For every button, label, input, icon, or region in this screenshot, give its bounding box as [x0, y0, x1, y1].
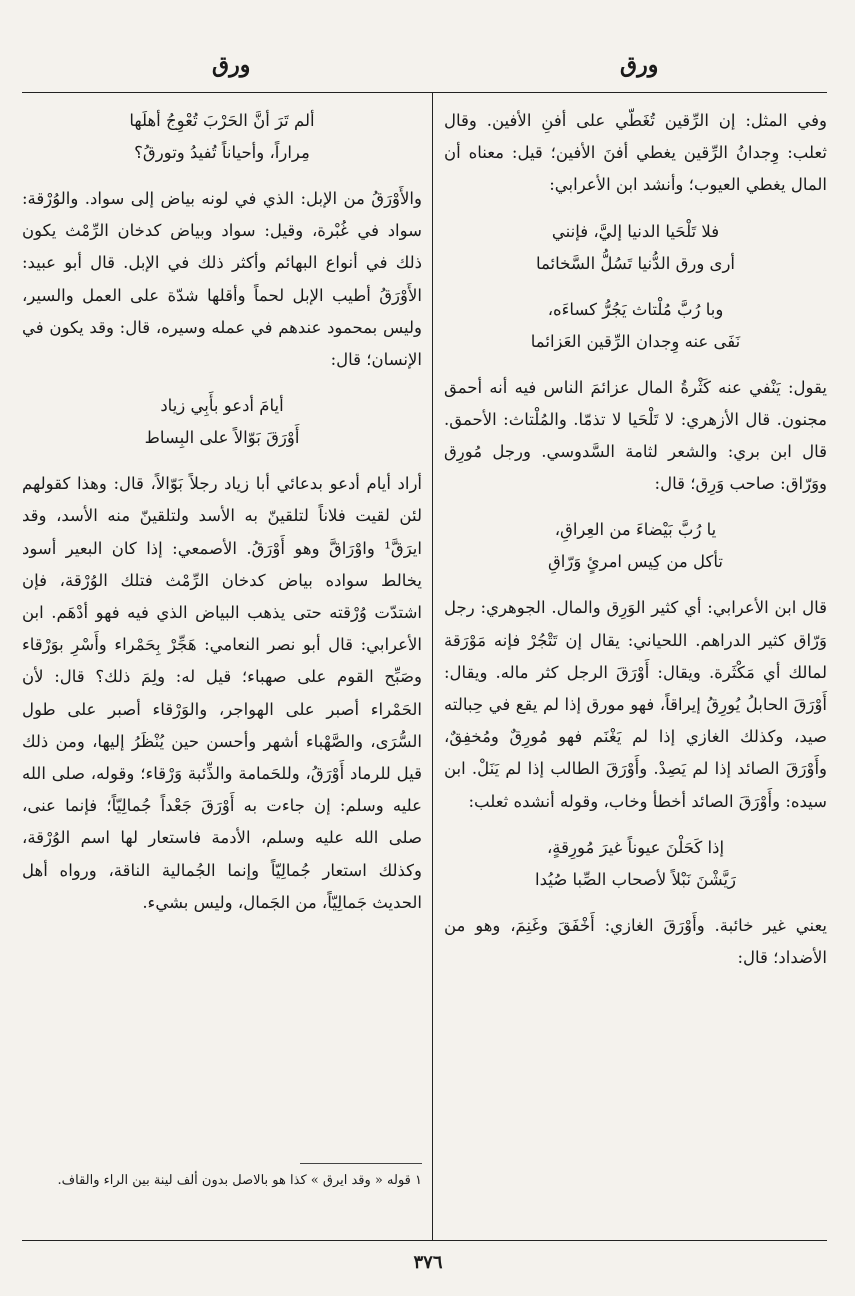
verse-line: ألم تَرَ أنَّ الحَرْبَ تُعْوِجُ أهلَها — [129, 111, 315, 130]
left-verse-1 — [22, 105, 422, 169]
right-paragraph-4: يعني غير خائبة. وأَوْرَقَ الغازي: أَخْفَقَ وغَنِمَ، وهو من الأضداد؛ قال: — [444, 915, 827, 968]
verse-line: رَيَّشْنَ نَبْلاً لأصحاب الصِّبا صُيُدا — [534, 869, 737, 889]
verse-line: نَفَى عنه وِجدان الرِّقين العَزائما — [530, 331, 741, 351]
verse-line: فلا تَلْحَيا الدنيا إليَّ، فإنني — [551, 221, 720, 241]
top-rule — [22, 92, 827, 93]
bottom-rule — [22, 1240, 827, 1241]
verse-line: وبا رُبَّ مُلْتاث يَجُرُّ كساءَه، — [547, 299, 724, 319]
right-column — [444, 105, 827, 974]
verse-line: تأكل من كِيس امرئٍ وَرّاقِ — [548, 552, 723, 572]
column-divider — [432, 92, 433, 1240]
right-paragraph-1: وفي المثل: إن الرِّقين تُغَطّي على أفنِ الأفين. وقال ثعلب: وِجدانُ الرِّقين يغطي أفنَ الأفين؛ قيل: معناه أن المال يغطي العيوب؛ وأنشد ابن الأعرابي: — [444, 111, 827, 195]
verse-line: يا رُبَّ بَيْضاءَ من العِراقِ، — [554, 520, 717, 540]
footnote: ١ قوله « وقد ايرق » كذا هو بالاصل بدون ألف لينة بين الراء والقاف. — [57, 1173, 422, 1188]
right-paragraph-2: يقول: يَنْفي عنه كَثْرةُ المال عزائمَ الناس فيه أنه أحمق مجنون. قال الأزهري: لا تَلْحَيا لا تذمّا. والمُلْتاث: الأحمق. قال ابن بري: والشعر لثامة السَّدوسي. ورجل مُورِق ووَرّاق: صاحب وَرِق؛ قال: — [444, 377, 827, 494]
header-right-title: ورق — [620, 52, 659, 78]
verse-line: مِراراً، وأحياناً تُفيدُ وتورقُ؟ — [134, 143, 310, 162]
header-left-title: ورق — [212, 52, 251, 78]
left-paragraph-2: أراد أيام أدعو بدعائي أبا زياد رجلاً بَوّالاً، قال: وهذا كقولهم لئن لقيت فلاناً لتلقينّ به الأسد ولتلقينّ منه الأسد، وقد ايرَقَّ¹ واوْرَاقَّ وهو أَوْرَقُ. الأصمعي: إذا كان البعير أسود يخالط سواده بياض كدخان الرِّمْث فتلك الوُرْقة، فإن اشتدّت وُرْقته حتى يذهب البياض الذي فيه فهو أدْهَم. ابن الأعرابي: قال أبو نصر النعامي: هَجِّرْ بِحَمْراء وأَسْرِ بوَرْقاء وصَبِّح القوم على صهباء؛ قيل له: ولِمَ ذلك؟ قال: لأن الحَمْراء أصبر على الهواجر، والوَرْقاء أصبر على طول السُّرَى، والصَّهْباء أشهر وأحسن حين يُنْظَرُ إليها، ومن ذلك قيل للرماد أَوْرَقُ، وللحَمامة والذِّئبة وَرْقاء؛ وقوله، صلى الله عليه وسلم: إن جاءت به أَوْرَقَ جَعْداً جُمالِيّاً؛ فإنما عنى، صلى الله عليه وسلم، الأدمة فاستعار لها اسم الوُرْقة، وكذلك استعار جُمالِيّاً وإنما الجُمالية الناقة، ورواه أهل الحديث جَمالِيّاً، من الجَمال، وليس بشيء. — [22, 474, 422, 912]
page-number: ٣٧٦ — [413, 1252, 443, 1273]
left-paragraph-1: والأَوْرَقُ من الإبل: الذي في لونه بياض إلى سواد. والوُرْقة: سواد في غُبْرة، وقيل: سواد وبياض كدخان الرِّمْث يكون ذلك في أنواع البهائم وأكثر ذلك في الإبل. قال أبو عبيد: الأَوْرَقُ أطيب الإبل لحماً وأقلها شدّة على العمل والسير، وليس بمحمود عندهم في عمله وسيره، قال: وقد يكون في الإنسان؛ قال: — [22, 189, 422, 370]
right-verse-2 — [444, 294, 827, 358]
verse-line: أَوْرَقَ بَوّالاً على البِساط — [144, 428, 300, 448]
right-verse-4 — [444, 832, 827, 896]
right-verse-3 — [444, 514, 827, 578]
verse-line: إذا كَحَلْنَ عيوناً غيرَ مُورِقةٍ، — [546, 837, 725, 857]
left-column — [22, 105, 422, 919]
right-verse-1 — [444, 216, 827, 280]
verse-line: أرى ورق الدُّنيا تَسُلُّ السَّخائما — [535, 253, 736, 273]
verse-line: أيامَ أدعو بأَبِي زياد — [160, 396, 284, 416]
footnote-rule — [300, 1163, 422, 1164]
left-verse-2 — [22, 390, 422, 454]
right-paragraph-3: قال ابن الأعرابي: أي كثير الوَرِق والمال. الجوهري: رجل وَرّاق كثير الدراهم. اللحياني: يقال إن تَتْجُرْ فإنه مَوْرَقة لمالك أي مَكْثَرة. ويقال: أَوْرَقَ الرجل كثر ماله. ويقال: أَوْرَقَ الحابلُ يُورِقُ إيراقاً، فهو مورق إذا لم يقع في حِبالته صيد، وكذلك الغازي إذا لم يَغْنَم فهو مُورِقٌ ومُخفِقٌ، وأَوْرَقَ الصائد إذا لم يَصِدْ. وأَوْرَقَ الطالب إذا لم يَنَلْ. ابن سيده: وأَوْرَقَ الصائد أخطأ وخاب، وقوله أنشده ثعلب: — [444, 598, 827, 811]
